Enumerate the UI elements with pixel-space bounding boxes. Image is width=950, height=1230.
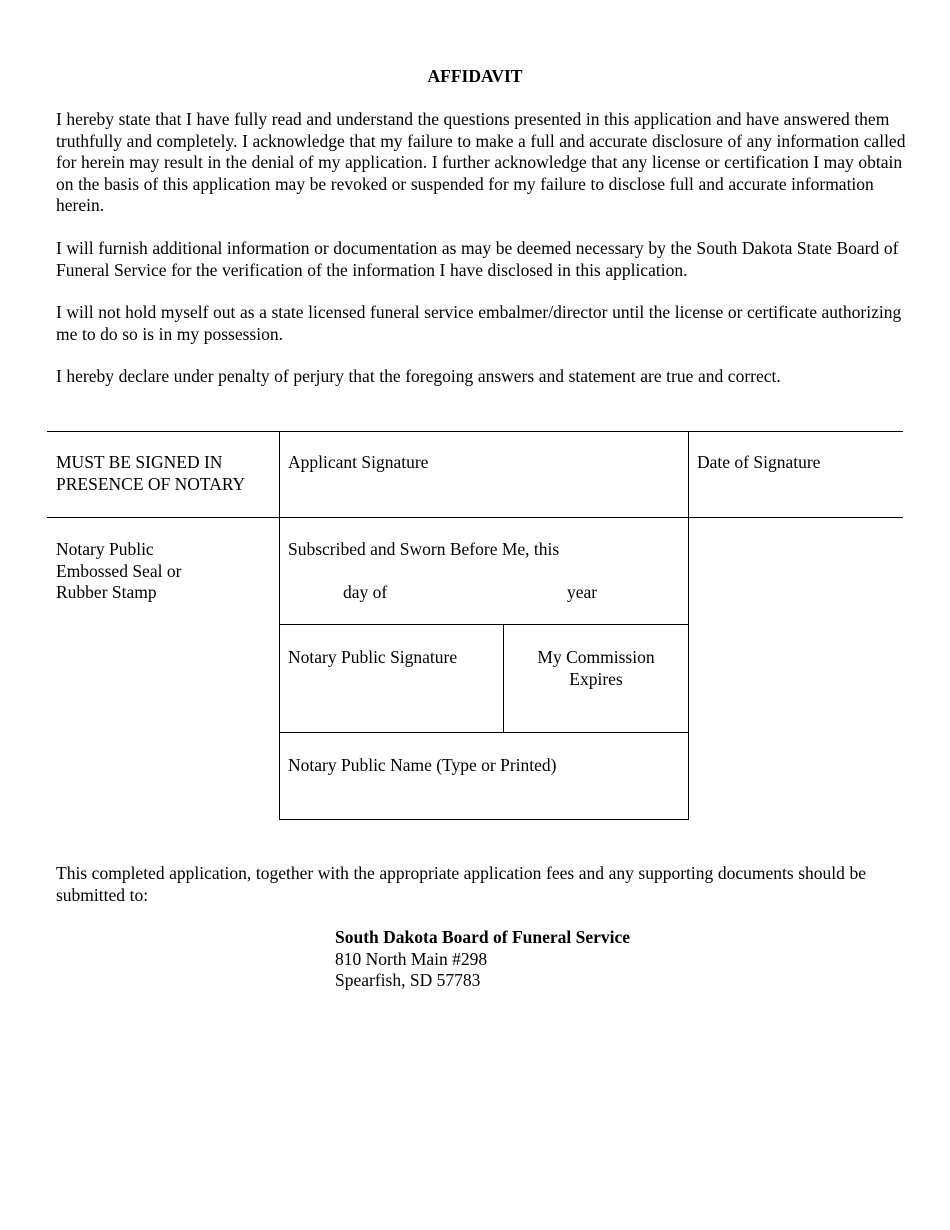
affidavit-paragraph-documentation: I will furnish additional information or documentation as may be deemed necessary by the South Dakota State Board of Funeral Service for the verification of the information I have disclosed in this application. (56, 238, 899, 280)
day-of-field[interactable]: day of (343, 582, 388, 602)
notary-date-divider (279, 624, 689, 625)
affidavit-paragraph-perjury: I hereby declare under penalty of perjury that the foregoing answers and statement are true and correct. (56, 366, 781, 386)
commission-line-2: Expires (569, 668, 623, 689)
submission-instructions: This completed application, together with the appropriate application fees and any supporting documents should be submitted to: (56, 863, 867, 905)
address-city: Spearfish, SD 57783 (335, 970, 481, 990)
applicant-signature-field[interactable]: Applicant Signature (288, 452, 429, 472)
commission-line-1: My Commission (537, 647, 655, 667)
mailing-address (335, 927, 630, 992)
notary-name-field[interactable]: Notary Public Name (Type or Printed) (288, 755, 557, 775)
table-bottom-border (279, 819, 689, 820)
affidavit-paragraph-disclosure: I hereby state that I have fully read and understand the questions presented in this application and have answered them truthfully and completely. I acknowledge that my failure to make a full and accurate disclosure of any information called for herein may result in the denial of my application. I further acknowledge that any license or certification I may obtain on the basis of this application may be revoked or suspended for my failure to disclose full and accurate information herein. (56, 109, 906, 215)
affidavit-paragraph-license: I will not hold myself out as a state licensed funeral service embalmer/director until the license or certificate authorizing me to do so is in my possession. (56, 302, 902, 344)
subscribed-sworn-label: Subscribed and Sworn Before Me, this (288, 539, 560, 559)
must-sign-line-1: MUST BE SIGNED IN (56, 452, 223, 472)
table-row-divider (47, 517, 903, 518)
notary-seal-line-2: Embossed Seal or (56, 560, 182, 581)
notary-signature-field[interactable]: Notary Public Signature (288, 647, 458, 667)
page-title: AFFIDAVIT (427, 66, 523, 86)
commission-expires-field[interactable] (504, 647, 688, 690)
address-organization: South Dakota Board of Funeral Service (335, 927, 631, 947)
table-column-divider-left (279, 431, 280, 820)
table-column-divider-right (688, 431, 689, 820)
year-field[interactable]: year (567, 582, 598, 602)
notary-signature-divider (279, 732, 689, 733)
address-street: 810 North Main #298 (335, 948, 488, 969)
notary-seal-line-3: Rubber Stamp (56, 582, 157, 602)
notary-seal-line-1: Notary Public (56, 539, 154, 559)
table-top-border (47, 431, 903, 432)
must-sign-line-2: PRESENCE OF NOTARY (56, 473, 246, 494)
date-of-signature-field[interactable]: Date of Signature (697, 452, 821, 472)
notary-seal-area (56, 539, 181, 604)
must-sign-notice (56, 452, 245, 495)
